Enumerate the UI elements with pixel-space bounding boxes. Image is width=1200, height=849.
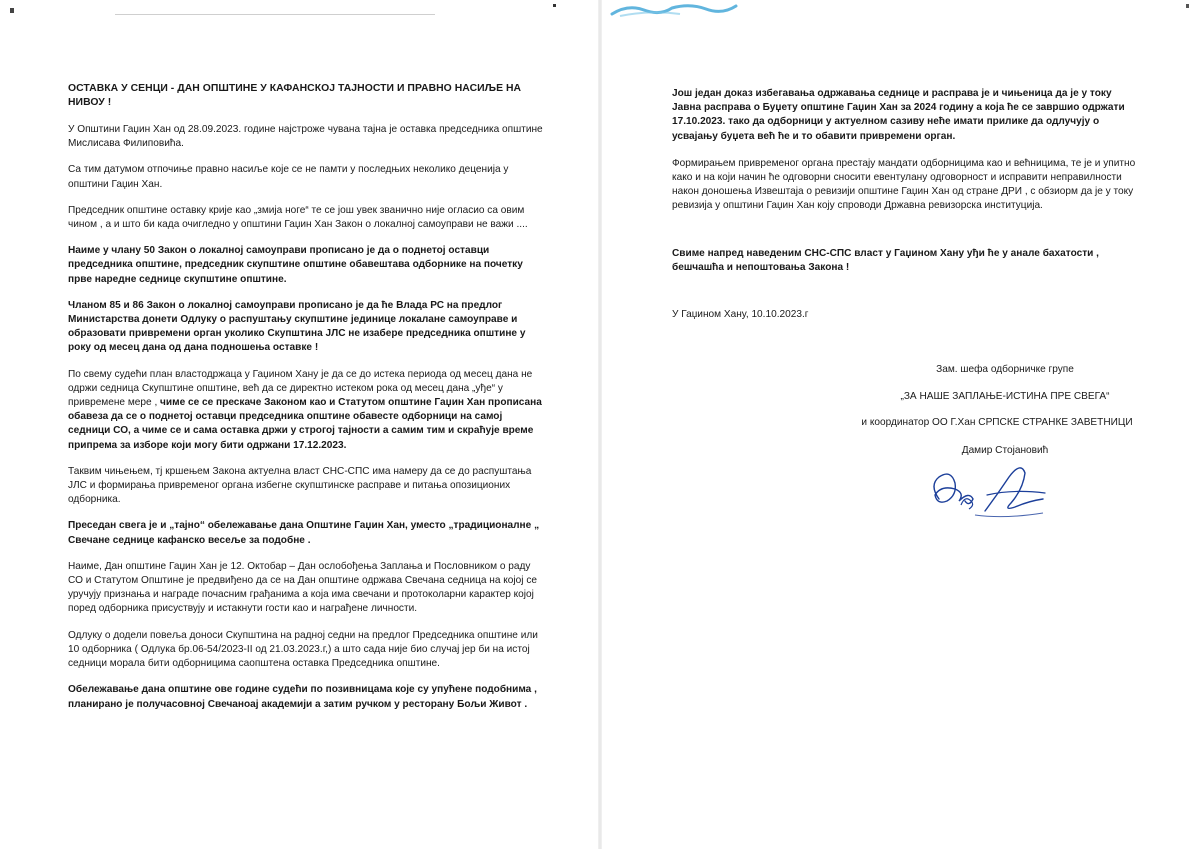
- paragraph-conclusion: Свиме напред наведеним СНС-СПС власт у Гаџином Хану уђи ће у анале бахатости , бешчашћа и непоштовања Закона !: [672, 247, 1099, 273]
- right-column: [672, 87, 1140, 335]
- paragraph-resignation-secret: У Општини Гаџин Хан од 28.09.2023. године најстроже чувана тајна је оставка председника општине Мислисава Филиповића.: [68, 124, 543, 150]
- paragraph-plan-bold-text: чиме се се прескаче Законом као и Статутом општине Гаџин Хан прописана обавеза да се о поднетој оставци председника општине обавесте одборници на самој седници СО, а чиме се и сама оставка држи у строгој тајности а самим тим и скраћује време припрема за изборе који могу бити одржани 17.12.2023.: [68, 397, 542, 451]
- paragraph-breaking-law: Таквим чињењем, тј кршењем Закона актуелна власт СНС-СПС има намеру да се до распуштања ЈЛС и формирања привременог органа избегне скупштинске расправе и питања опозиционих одборника.: [68, 465, 532, 506]
- scan-speck: [10, 8, 14, 13]
- ink-scribble-mark: [610, 0, 740, 18]
- paragraph-article-50: Наиме у члану 50 Закон о локалној самоуправи прописано је да о поднетој оставци председника општине, председник скупштине општине обавештава одборнике на почетку прве наредне седнице скупштине општине.: [68, 245, 523, 285]
- handwritten-signature: [925, 455, 1055, 525]
- paragraph-plan-normal-text: По свему судећи план властодржаца у Гаџином Хану је да се до истека периода од месец дана не одржи седница Скупштине општине, већ да се директно истеком рока од месец дана „уђе“ у привремене мере ,: [68, 368, 533, 409]
- signatory-role: Зам. шефа одборничке групе: [936, 364, 1074, 375]
- paragraph-charter-decision: Одлуку о додели повеља доноси Скупштина на радној седни на предлог Председника општине или 10 одборника ( Одлука бр.06-54/2023-II од 21.03.2023.г,) а што сада није био случај јер би на истој седници морала бити одборницима саопштена оставка Председника општине.: [68, 629, 538, 670]
- paragraph-hiding-resignation: Председник општине оставку крије као „змија ноге“ те се још увек званично није огласио са овим чином , а и што би када очигледно у општини Гаџин Хан Закон о локалној самоуправи не важи ....: [68, 204, 528, 231]
- paragraph-secret-celebration: Преседан свега је и „тајно“ обележавање дана Општине Гаџин Хан, уместо „традиционалне „ Свечане седнице кафанско весеље за подобне .: [68, 520, 540, 546]
- scan-speck: [553, 4, 556, 7]
- scan-artifact-line: [115, 14, 435, 15]
- document-title: ОСТАВКА У СЕНЦИ - ДАН ОПШТИНЕ У КАФАНСКОЈ ТАЈНОСТИ И ПРАВНО НАСИЉЕ НА НИВОУ !: [68, 83, 522, 108]
- paragraph-budget-debate: Још један доказ избегавања одржавања седнице и расправа је и чињеница да је у току Јавна расправа о Буџету општине Гаџин Хан за 2024 годину а која ће се завршио одржати 17.10.2023. тако да одборници у актуелном сазиву неће имати прилике да одлучују о усвајању буџета већ ће и то обавити привремени орган.: [672, 88, 1125, 142]
- date-line: У Гаџином Хану, 10.10.2023.г: [672, 309, 809, 321]
- scan-speck: [1186, 4, 1189, 8]
- paragraph-municipality-day: Наиме, Дан општине Гаџин Хан је 12. Октобар – Дан ослобођења Заплања и Пословником о раду СО и Статутом Општине је предвиђено да се на Дан општине одржава Свечана седница на којој се уручују признања и награде почасним грађанима а која има свечани и протоколарни карактер којој поред одборника присуствују и истакнути гости као и награђене личности.: [68, 560, 537, 615]
- paragraph-articles-85-86: Чланом 85 и 86 Закон о локалној самоуправи прописано је да ће Влада РС на предлог Министарства донети Одлуку о распуштању скупштине јединице локалане самоуправе и образовати привремени орган уколико Скупштина ЈЛС не изабере председника општине у року од месец дана од дана подношења оставке !: [68, 299, 526, 354]
- signatory-coordinator: и координатор ОО Г.Хан СРПСКЕ СТРАНКЕ ЗАВЕТНИЦИ: [861, 417, 1133, 428]
- paragraph-celebration-plan: Обележавање дана општине ове године судећи по позивницама које су упућене подобнима , планирано је получасовној Свечаноај академији а затим ручком у ресторану Бољи Живот .: [68, 684, 537, 710]
- signatory-group: „ЗА НАШЕ ЗАПЛАЊЕ-ИСТИНА ПРЕ СВЕГА“: [900, 391, 1110, 402]
- left-column: [68, 82, 546, 724]
- signatory-name: Дамир Стојановић: [961, 445, 1049, 456]
- paragraph-legal-violence: Са тим датумом отпочиње правно насиље које се не памти у последњих неколико деценија у општини Гаџин Хан.: [68, 164, 509, 190]
- paragraph-temporary-body: Формирањем привременог органа престају мандати одборницима као и већницима, те је и упитно како и на који начин ће одговорни сносити евентулану одговорност и исправити неправилности након доношења Извештаја о ревизији општине Гаџин Хан од стране ДРИ , с обзиорм да је у току ревизија у општини Гаџин Хан коју спроводи Државна ревизорска институција.: [672, 157, 1136, 212]
- paragraph-plan-of-power: [68, 368, 546, 453]
